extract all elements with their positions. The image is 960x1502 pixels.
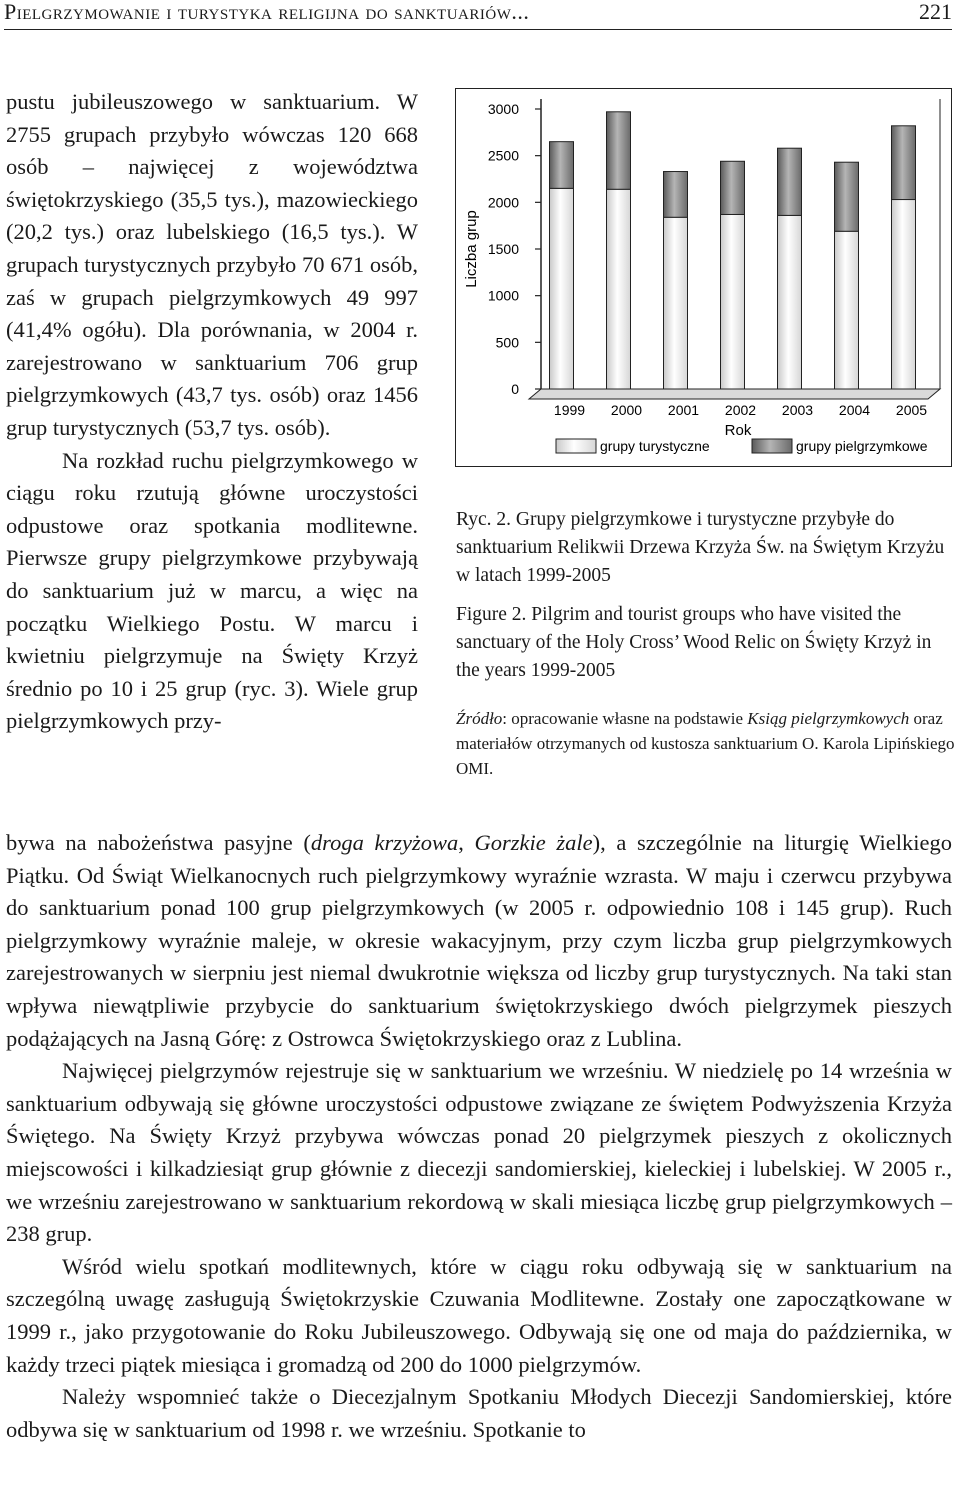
y-tick-label: 0 bbox=[511, 381, 519, 397]
bar-segment-pilgrim bbox=[778, 148, 802, 215]
bar-segment-tourist bbox=[607, 189, 631, 389]
running-header bbox=[4, 0, 952, 30]
y-tick-label: 3000 bbox=[487, 101, 519, 117]
legend-tourist-swatch bbox=[556, 439, 596, 453]
bar-segment-tourist bbox=[550, 188, 574, 389]
y-tick-label: 2500 bbox=[487, 147, 519, 164]
text-span: bywa na nabożeństwa pasyjne ( bbox=[6, 830, 311, 855]
bar-segment-pilgrim bbox=[835, 162, 859, 231]
left-text-column bbox=[6, 86, 418, 738]
text-span: ), a szczególnie na liturgię Wielkiego Piątku. Od Świąt Wielkanocnych ruch pielgrzymkowy wyraźnie wzrasta. W maju i czerwcu przybywa do sanktuarium ponad 100 grup pielgrzymkowych (w 2005 r. odpowiednio 108 i 145 grup). Ruch pielgrzymkowy wyraźnie maleje, w okresie wakacyjnym, przy czym liczba grup pielgrzymkowych zarejestrowanych w sierpniu jest niemal dwukrotnie większa od liczby grup turystycznych. Na taki stan wpływa niewątpliwie przybycie do sanktuarium świętokrzyskiego dwóch pielgrzymek pieszych podążających na Jasną Górę: z Ostrowca Świętokrzyskiego oraz z Lublina. bbox=[6, 830, 953, 1051]
figure-caption-en bbox=[456, 601, 956, 685]
x-tick-label: 1999 bbox=[553, 402, 586, 418]
legend-tourist-label: grupy turystyczne bbox=[600, 438, 710, 454]
x-axis-label: Rok bbox=[724, 422, 752, 439]
running-title: Pielgrzymowanie i turystyka religijna do sanktuariów... bbox=[4, 0, 530, 24]
y-axis-label: Liczba grup bbox=[463, 210, 480, 288]
source-label: Źródło bbox=[456, 709, 503, 728]
text-span: , bbox=[458, 830, 475, 855]
paragraph bbox=[6, 827, 952, 1055]
bar-segment-tourist bbox=[721, 214, 745, 389]
bar-segment-pilgrim bbox=[892, 126, 916, 200]
legend-pilgrim-swatch bbox=[752, 439, 792, 453]
emphasis: droga krzyżowa bbox=[310, 830, 459, 855]
x-tick-label: 2004 bbox=[838, 402, 871, 418]
y-tick-label: 500 bbox=[495, 334, 519, 351]
bar-segment-tourist bbox=[892, 200, 916, 389]
legend-pilgrim-label: grupy pielgrzymkowe bbox=[796, 438, 928, 454]
y-tick-label: 1500 bbox=[487, 241, 519, 257]
x-tick-label: 2000 bbox=[610, 402, 643, 418]
x-tick-label: 2002 bbox=[724, 402, 757, 418]
source-text: oraz materiałów otrzymanych od kustosza sanktuarium O. Karola Lipińskiego OMI. bbox=[456, 709, 955, 778]
bar-segment-pilgrim bbox=[664, 172, 688, 218]
paragraph: Najwięcej pielgrzymów rejestruje się w sanktuarium we wrześniu. W niedzielę po 14 września w sanktuarium odbywają się główne uroczystości odpustowe związane ze świętem Podwyższenia Krzyża Świętego. Na Święty Krzyż przybywa wówczas ponad 20 pielgrzymek pieszych z okolicznych miejscowości i kilkadziesiąt grup głównie z diecezji sandomierskiej, kieleckiej i lubelskiej. W 2005 r., we wrześniu zarejestrowano w sanktuarium rekordową w skali miesiąca liczbę grup pielgrzymkowych – 238 grup. bbox=[6, 1058, 952, 1247]
figure-caption-pl bbox=[456, 506, 956, 590]
bar-segment-tourist bbox=[835, 231, 859, 389]
caption-label: Figure 2. bbox=[456, 604, 527, 625]
bar-segment-tourist bbox=[778, 215, 802, 389]
y-tick-label: 2000 bbox=[487, 194, 519, 211]
bar-segment-pilgrim bbox=[721, 161, 745, 214]
page-number: 221 bbox=[919, 0, 952, 24]
emphasis: Gorzkie żale bbox=[474, 830, 593, 855]
paragraph: Na rozkład ruchu pielgrzymkowego w ciągu roku rzutują główne uroczystości odpustowe oraz spotkania modlitewne. Pierwsze grupy pielgrzymkowe przybywają do sanktuarium już w marcu, a więc na początku Wielkiego Postu. W marcu i kwietniu pielgrzymuje na Święty Krzyż średnio po 10 i 25 grup (ryc. 3). Wiele grup pielgrzymkowych przy- bbox=[6, 447, 418, 734]
source-title: Ksiąg pielgrzymkowych bbox=[747, 709, 910, 728]
x-tick-label: 2003 bbox=[781, 402, 814, 418]
caption-text: Pilgrim and tourist groups who have visited the sanctuary of the Holy Cross’ Wood Relic on Święty Krzyż in the years 1999-2005 bbox=[456, 604, 932, 681]
bar-segment-pilgrim bbox=[607, 112, 631, 189]
bar-chart bbox=[456, 89, 950, 465]
full-width-text bbox=[6, 827, 952, 1446]
figure-source bbox=[456, 706, 956, 781]
paragraph: Należy wspomnieć także o Diecezjalnym Spotkaniu Młodych Diecezji Sandomierskiej, które odbywa się w sanktuarium od 1998 r. we wrześniu. Spotkanie to bbox=[6, 1384, 952, 1442]
caption-label: Ryc. 2. bbox=[456, 509, 512, 530]
bar-segment-pilgrim bbox=[550, 142, 574, 189]
x-tick-label: 2001 bbox=[667, 402, 700, 418]
caption-text: Grupy pielgrzymkowe i turystyczne przybyłe do sanktuarium Relikwii Drzewa Krzyża Św. na Świętym Krzyżu w latach 1999-2005 bbox=[456, 509, 945, 586]
paragraph: pustu jubileuszowego w sanktuarium. W 2755 grupach przybyło wówczas 120 668 osób – najwięcej z województwa świętokrzyskiego (35,5 tys.), mazowieckiego (20,2 tys.) oraz lubelskiego (16,5 tys.). W grupach turystycznych przybyło 70 671 osób, zaś w grupach pielgrzymkowych 49 997 (41,4% ogółu). Dla porównania, w 2004 r. zarejestrowano w sanktuarium 706 grup pielgrzymkowych (43,7 tys. osób) oraz 1456 grup turystycznych (53,7 tys. osób). bbox=[6, 89, 418, 440]
figure-chart bbox=[455, 88, 952, 467]
y-tick-label: 1000 bbox=[487, 287, 519, 304]
bar-segment-tourist bbox=[664, 217, 688, 389]
source-text: : opracowanie własne na podstawie bbox=[502, 709, 748, 728]
paragraph: Wśród wielu spotkań modlitewnych, które w ciągu roku odbywają się w sanktuarium na szczególną uwagę zasługują Świętokrzyskie Czuwania Modlitewne. Zostały one zapoczątkowane w 1999 r., jako przygotowanie do Roku Jubileuszowego. Odbywają się one od maja do października, w każdy trzeci piątek miesiąca i gromadzą od 200 do 1000 pielgrzymów. bbox=[6, 1253, 952, 1377]
x-tick-label: 2005 bbox=[895, 402, 928, 418]
chart-floor bbox=[529, 389, 940, 399]
